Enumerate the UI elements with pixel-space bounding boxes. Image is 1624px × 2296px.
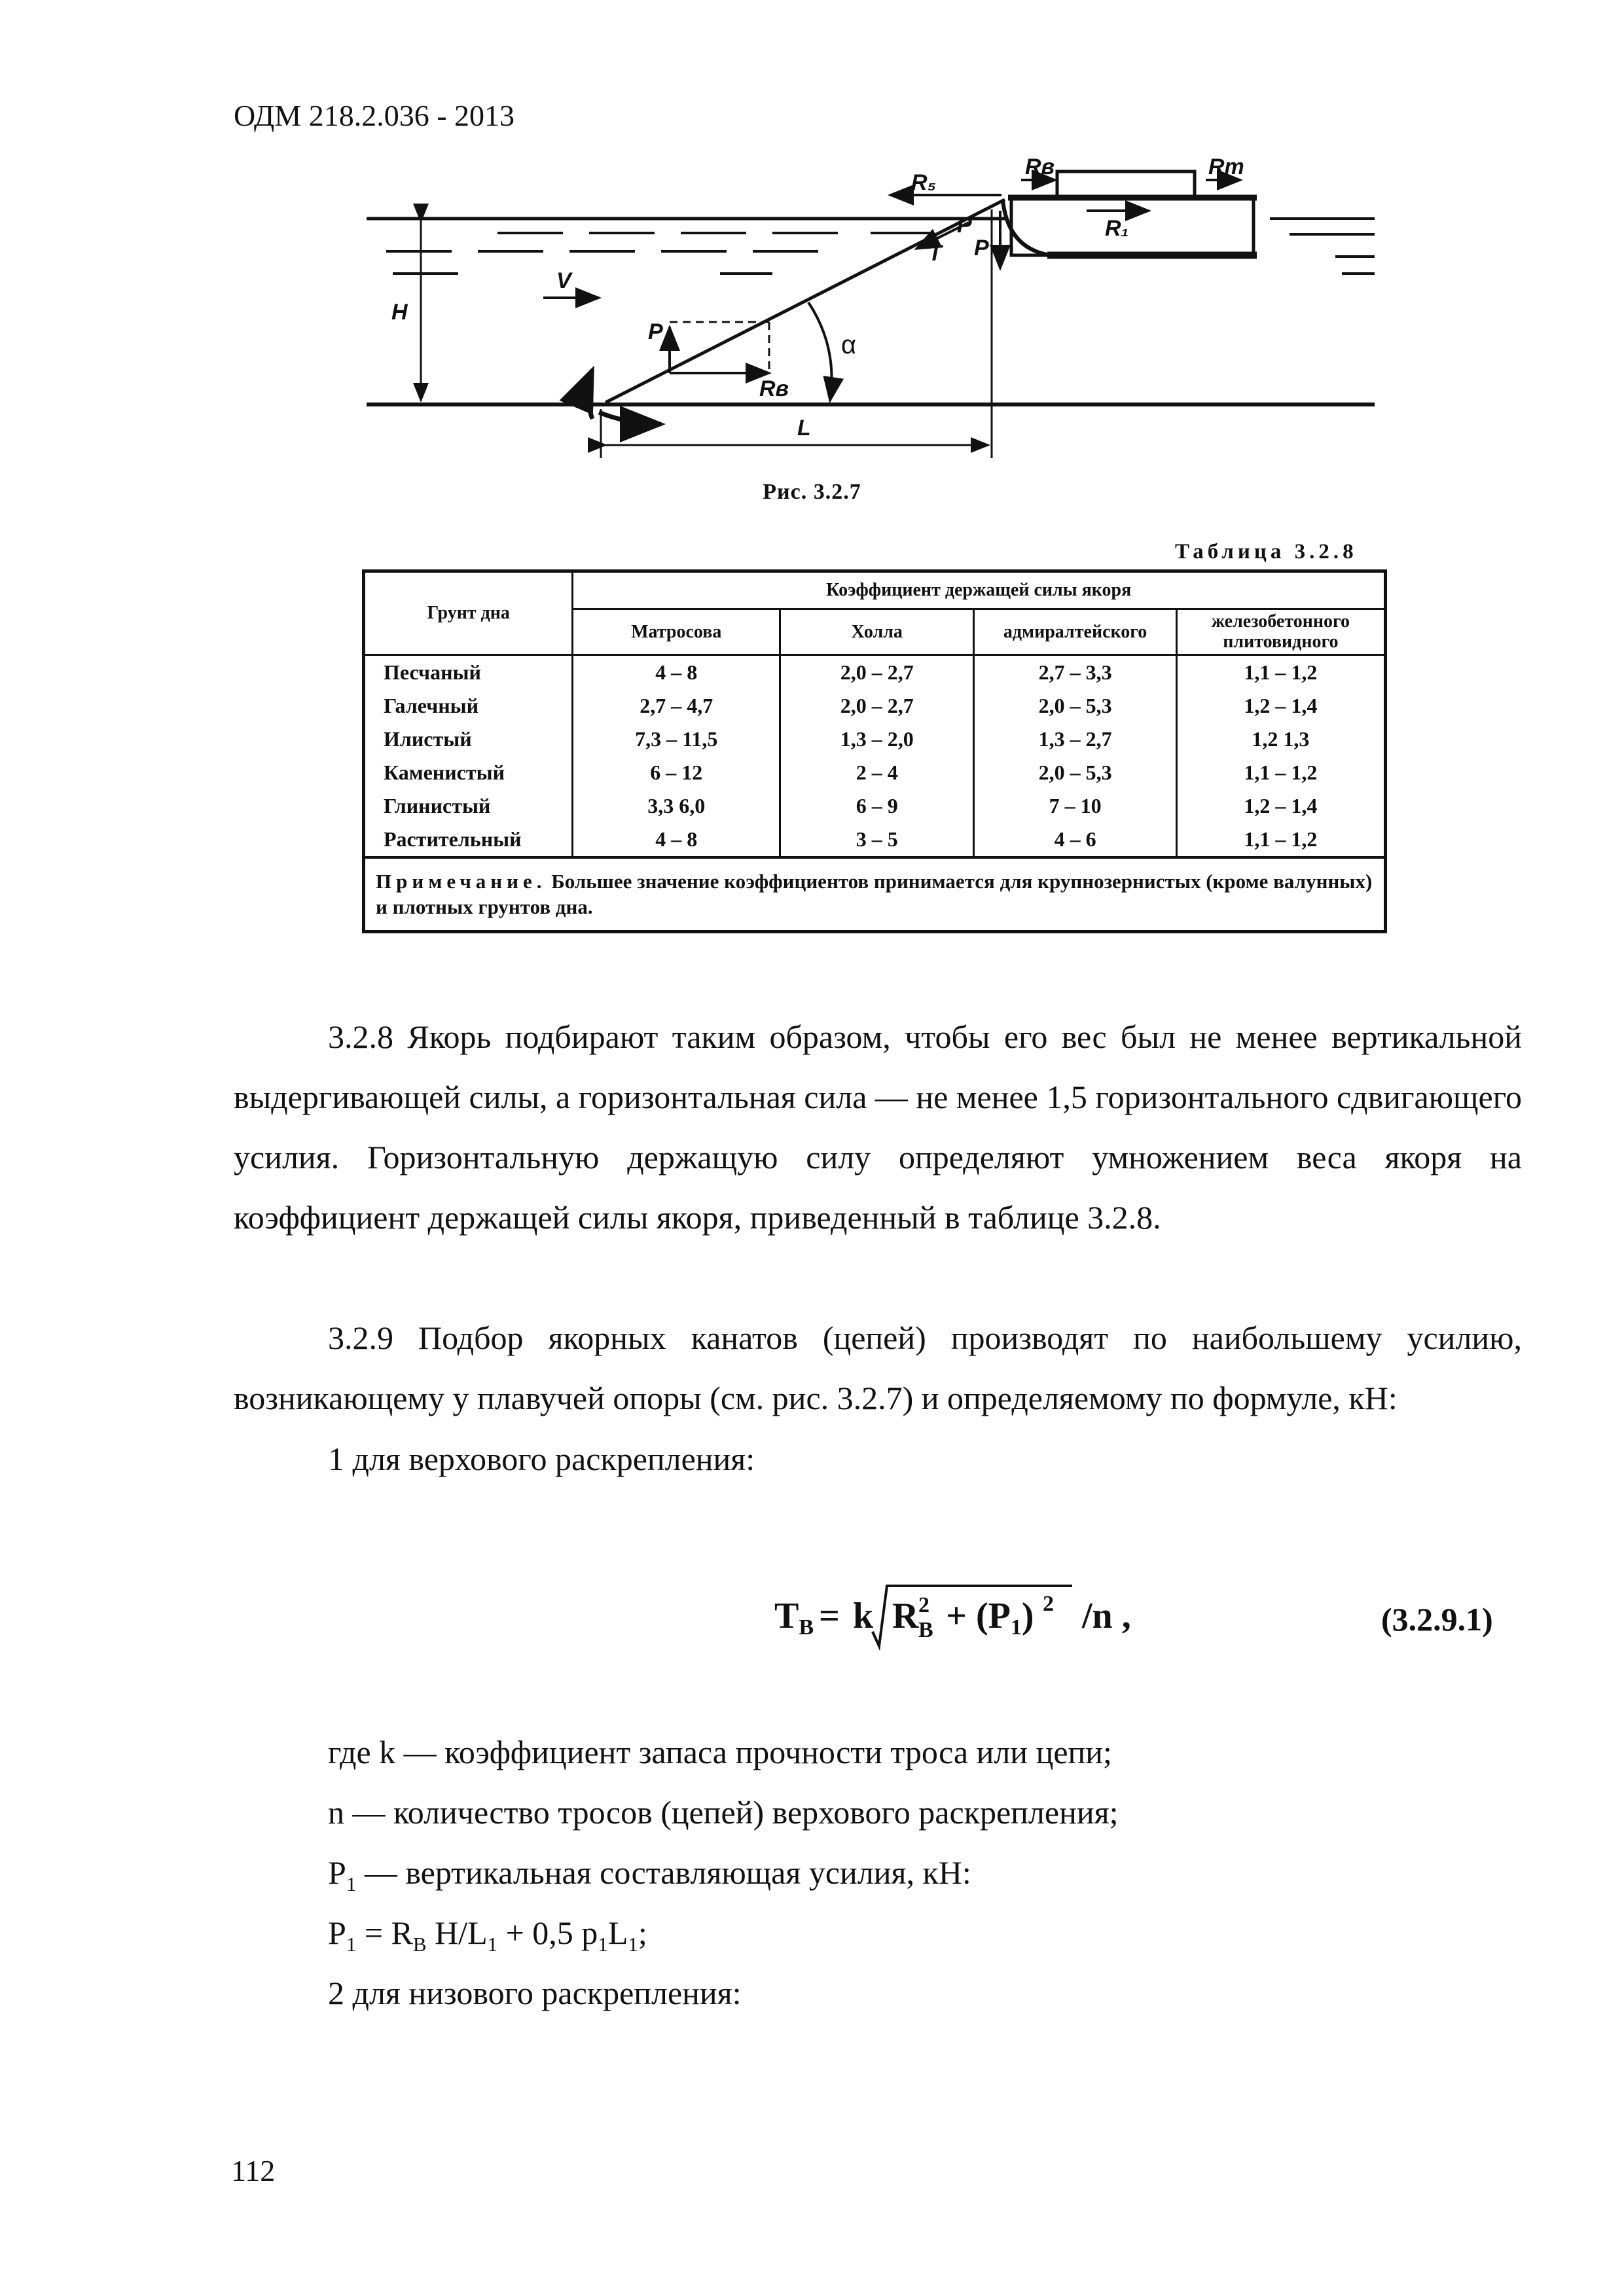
note-text: Большее значение коэффициентов принимается для крупнозернистых (кроме валунных) и плотных грунтов дна.: [376, 869, 1373, 918]
table-row: Илистый 7,3 – 11,5 1,3 – 2,0 1,3 – 2,7 1,2 1,3: [364, 723, 1386, 756]
svg-text:2: 2: [1043, 1592, 1054, 1616]
column-header: Матросова: [573, 609, 780, 655]
definition-n: n — количество тросов (цепей) верхового раскрепления;: [328, 1794, 1119, 1831]
table-note-row: [364, 857, 1386, 932]
label-rv-top: Rв: [1025, 154, 1055, 179]
note-label: Примечание.: [376, 869, 547, 893]
svg-text:2: 2: [918, 1593, 929, 1617]
label-p-right: P: [974, 236, 989, 260]
label-v: V: [556, 268, 571, 293]
label-rt: Rт: [1208, 154, 1244, 179]
figure-caption: Рис. 3.2.7: [763, 480, 861, 504]
label-r1: R₁: [1105, 216, 1129, 241]
column-header: адмиралтейского: [974, 609, 1176, 655]
anchor-coefficient-table: [362, 569, 1387, 933]
formula-3-2-9-1: [774, 1581, 1180, 1669]
table-row: Растительный 4 – 8 3 – 5 4 – 6 1,1 – 1,2: [364, 823, 1386, 857]
table-row: Песчаный 4 – 8 2,0 – 2,7 2,7 – 3,3 1,1 – 1,2: [364, 655, 1386, 690]
label-r5: R₅: [911, 170, 936, 195]
anchor-force-diagram: [353, 144, 1401, 478]
paragraph-3-2-8: 3.2.8 Якорь подбирают таким образом, чтобы его вес был не менее вертикальной выдергивающей силы, а горизонтальная сила — не менее 1,5 горизонтального сдвигающего усилия. Горизонтальную держащую силу определяют умножением веса якоря на коэффициент держащей силы якоря, приведенный в таблице 3.2.8.: [234, 1018, 1522, 1236]
svg-text:+: +: [946, 1596, 967, 1636]
svg-text:В: В: [918, 1618, 933, 1642]
table-row: Каменистый 6 – 12 2 – 4 2,0 – 5,3 1,1 – 1,2: [364, 756, 1386, 789]
column-header: Холла: [780, 609, 974, 655]
formula-p1: $P_1 = R_В$ $H/L_1 + 0,5$ $p_1L_1$;: [328, 1914, 647, 1956]
svg-text:/n ,: /n ,: [1082, 1596, 1131, 1636]
label-h: H: [391, 300, 408, 325]
formula-number: (3.2.9.1): [1381, 1601, 1493, 1638]
svg-text:=: =: [819, 1596, 840, 1636]
svg-text:k: k: [853, 1596, 874, 1636]
list-item-2: 2 для низового раскрепления:: [328, 1975, 742, 2011]
list-item-1: 1 для верхового раскрепления:: [328, 1441, 755, 1477]
svg-text:R: R: [892, 1596, 919, 1636]
definition-p1: $P_1$ — вертикальная составляющая усилия, кН:: [328, 1854, 971, 1895]
ground-header: Грунт дна: [364, 571, 573, 655]
label-alpha: α: [841, 331, 857, 359]
table-caption: Таблица 3.2.8: [1175, 540, 1358, 564]
coefficient-group-header: Коэффициент держащей силы якоря: [573, 571, 1386, 609]
paragraph-3-2-9: 3.2.9 Подбор якорных канатов (цепей) производят по наибольшему усилию, возникающему у плавучей опоры (см. рис. 3.2.7) и определяемому по формуле, кН:: [234, 1319, 1522, 1416]
label-rv-bottom: Rв: [759, 376, 789, 401]
document-header: ОДМ 218.2.036 - 2013: [234, 99, 515, 132]
page-number: 112: [231, 2154, 276, 2187]
svg-text:TВ: TВ: [774, 1596, 814, 1640]
column-header: железобетонного плитовидного: [1176, 609, 1385, 655]
label-p-left: P: [648, 319, 663, 344]
label-l: L: [797, 416, 811, 440]
svg-text:(P1): (P1): [976, 1596, 1034, 1640]
definition-k: где k — коэффициент запаса прочности троса или цепи;: [328, 1734, 1112, 1770]
table-row: Глинистый 3,3 6,0 6 – 9 7 – 10 1,2 – 1,4: [364, 789, 1386, 823]
label-t: T: [928, 241, 942, 266]
label-p-top: P: [957, 213, 972, 238]
table-row: Галечный 2,7 – 4,7 2,0 – 2,7 2,0 – 5,3 1,2 – 1,4: [364, 689, 1386, 723]
